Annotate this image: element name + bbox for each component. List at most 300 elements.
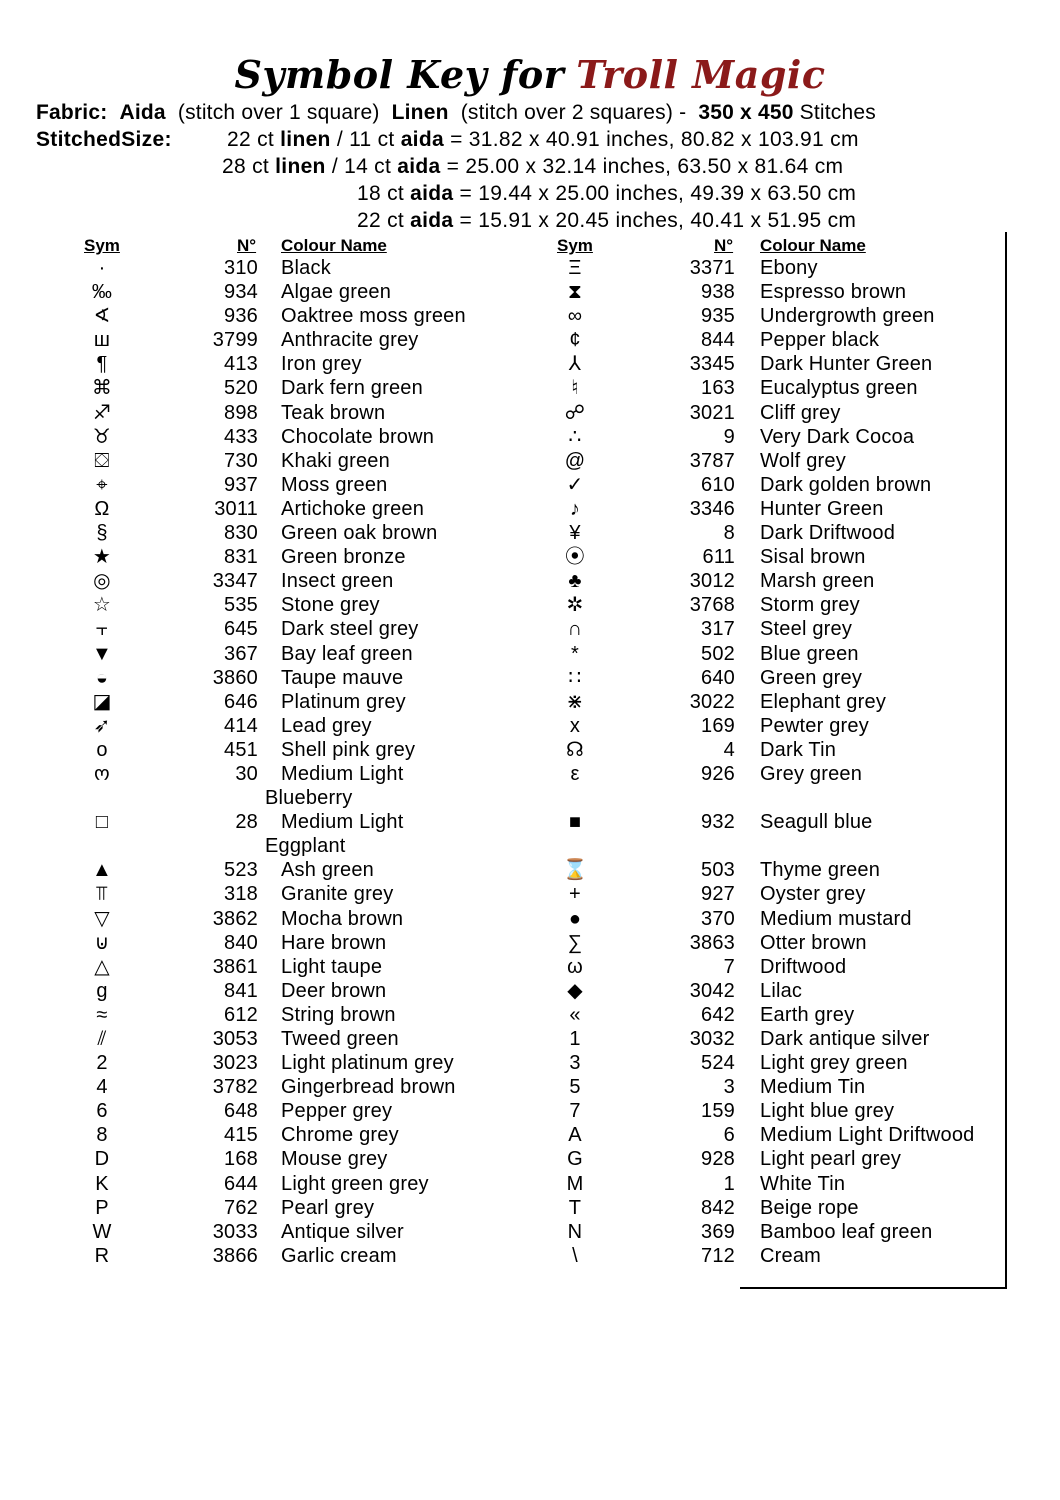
colour-name-text: Pearl grey: [281, 1196, 375, 1219]
floss-number: 936: [224, 305, 258, 328]
floss-number: 524: [701, 1052, 735, 1075]
symbol-icon: ●: [568, 907, 582, 930]
table-row: [0, 666, 1060, 690]
symbol-icon: ▽: [94, 907, 110, 930]
symbol-icon: ◎: [93, 570, 111, 593]
symbol-icon: ε: [570, 762, 580, 785]
colour-name: [281, 256, 491, 280]
colour-name: Dark golden brown: [760, 473, 932, 496]
colour-name: [281, 882, 491, 906]
colour-name-continued: Eggplant: [265, 835, 346, 858]
table-row: [0, 642, 1060, 666]
symbol-icon: ✲: [566, 594, 584, 617]
floss-number: 3011: [214, 497, 258, 520]
colour-name-text: Moss green: [281, 473, 388, 496]
colour-name: [281, 714, 491, 738]
floss-number: 3768: [689, 594, 735, 617]
symbol-icon: ⛋: [94, 449, 110, 472]
title-prefix: Symbol Key for: [234, 52, 565, 97]
header-name-left: Colour Name: [281, 236, 387, 255]
symbol-icon: R: [94, 1244, 110, 1267]
colour-name: Eucalyptus green: [760, 377, 918, 400]
table-row: [0, 304, 1060, 328]
symbol-icon: ≈: [96, 1003, 108, 1026]
floss-number: 610: [701, 473, 735, 496]
symbol-icon: P: [95, 1196, 109, 1219]
colour-name-text: Black: [281, 257, 331, 279]
floss-number: 6: [723, 1124, 735, 1147]
colour-name: Blue green: [760, 642, 859, 665]
table-row: [0, 1123, 1060, 1147]
floss-number: 3: [723, 1076, 735, 1099]
aida-note: (stitch over 1 square): [177, 101, 380, 124]
symbol-key-table: [0, 256, 1060, 1268]
colour-name-text: Tweed green: [281, 1028, 399, 1050]
colour-name: [281, 907, 491, 931]
symbol-icon: ◆: [567, 979, 583, 1002]
colour-name: [281, 738, 491, 762]
floss-number: 648: [224, 1100, 258, 1123]
colour-name: [265, 762, 491, 810]
colour-name: Bamboo leaf green: [760, 1220, 933, 1243]
symbol-icon: ∞: [567, 305, 583, 328]
colour-name: [281, 1099, 491, 1123]
colour-name: [281, 1196, 491, 1220]
colour-name: [281, 979, 491, 1003]
symbol-icon: □: [95, 811, 109, 834]
floss-number: 414: [224, 714, 258, 737]
floss-number: 898: [224, 401, 258, 424]
symbol-icon: ¥: [569, 522, 581, 545]
symbol-icon: g: [96, 979, 108, 1002]
colour-name-text: Light green grey: [281, 1172, 429, 1195]
colour-name: [281, 858, 491, 882]
colour-name-text: Stone grey: [281, 594, 380, 617]
symbol-icon: ‰: [91, 281, 113, 304]
colour-name: Wolf grey: [760, 449, 846, 472]
symbol-icon: 5: [569, 1076, 581, 1099]
symbol-icon: ◒: [95, 666, 109, 689]
table-row: [0, 762, 1060, 810]
colour-name: [281, 521, 491, 545]
floss-number: 3799: [212, 329, 258, 352]
stitches-word: Stitches: [799, 101, 876, 124]
right-border: [1005, 232, 1007, 1288]
symbol-icon: ■: [568, 811, 582, 834]
symbol-icon: «: [569, 1003, 581, 1026]
floss-number: 611: [702, 546, 735, 569]
colour-name-text: Antique silver: [281, 1220, 404, 1243]
floss-number: 3346: [689, 497, 735, 520]
table-row: [0, 256, 1060, 280]
size-line: 22 ct linen / 11 ct aida = 31.82 x 40.91 inches, 80.82 x 103.91 cm: [227, 128, 859, 151]
colour-name-text: Khaki green: [281, 449, 390, 472]
colour-name-text: String brown: [281, 1003, 396, 1026]
colour-name-text: Light platinum grey: [281, 1052, 454, 1075]
floss-number: 503: [701, 859, 735, 882]
floss-number: 831: [224, 546, 258, 569]
header-num-left: N°: [237, 236, 257, 255]
size-line: 28 ct linen / 14 ct aida = 25.00 x 32.14 inches, 63.50 x 81.64 cm: [222, 155, 844, 178]
floss-number: 645: [224, 618, 258, 641]
symbol-icon: ♮: [571, 377, 579, 400]
symbol-icon: ო: [94, 762, 110, 785]
table-row: [0, 376, 1060, 400]
colour-name: Otter brown: [760, 931, 867, 954]
floss-number: 642: [701, 1003, 735, 1026]
floss-number: 159: [701, 1100, 735, 1123]
colour-name: [281, 1003, 491, 1027]
floss-number: 830: [224, 522, 258, 545]
colour-name: Dark Tin: [760, 738, 837, 761]
colour-name: Light pearl grey: [760, 1148, 902, 1171]
floss-number: 938: [701, 281, 735, 304]
floss-number: 927: [701, 883, 735, 906]
table-row: [0, 1051, 1060, 1075]
colour-name-text: Dark steel grey: [281, 618, 419, 641]
symbol-icon: Ω: [94, 497, 110, 520]
table-row: [0, 979, 1060, 1003]
colour-name-text: Hare brown: [281, 931, 387, 954]
table-row: [0, 352, 1060, 376]
colour-name: [281, 449, 491, 473]
colour-name-text: Green oak brown: [281, 522, 438, 545]
colour-name-text: Garlic cream: [281, 1244, 397, 1267]
symbol-icon: △: [94, 955, 110, 978]
colour-name: [281, 352, 491, 376]
header-num-right: N°: [714, 236, 734, 255]
colour-name-text: Pepper grey: [281, 1100, 393, 1123]
colour-name-continued: Blueberry: [265, 786, 353, 809]
symbol-icon: ⧗: [567, 281, 583, 304]
symbol-icon: ⌖: [96, 473, 108, 496]
colour-name: Medium mustard: [760, 907, 912, 930]
symbol-icon: G: [567, 1148, 583, 1171]
colour-name: Very Dark Cocoa: [760, 425, 915, 448]
colour-name-text: Iron grey: [281, 353, 362, 376]
colour-name: [281, 931, 491, 955]
colour-name: [281, 425, 491, 449]
colour-name: [281, 1123, 491, 1147]
floss-number: 841: [224, 979, 258, 1002]
colour-name: Medium Light Driftwood: [760, 1124, 975, 1147]
floss-number: 4: [723, 738, 735, 761]
symbol-icon: ω: [567, 955, 583, 978]
symbol-icon: ▲: [92, 859, 112, 882]
symbol-icon: ⌘: [91, 377, 113, 400]
symbol-icon: N: [567, 1220, 583, 1243]
table-row: [0, 907, 1060, 931]
floss-number: 934: [224, 281, 258, 304]
floss-number: 30: [235, 762, 258, 785]
floss-number: 318: [224, 883, 258, 906]
symbol-icon: ⦿: [564, 546, 586, 569]
symbol-icon: ∴: [568, 425, 582, 448]
size-line: 18 ct aida = 19.44 x 25.00 inches, 49.39 x 63.50 cm: [357, 182, 857, 205]
table-row: [0, 1220, 1060, 1244]
linen-note: (stitch over 2 squares) -: [460, 101, 687, 124]
colour-name: [281, 328, 491, 352]
pattern-name: Troll Magic: [576, 52, 826, 97]
floss-number: 433: [224, 425, 258, 448]
colour-name-text: Dark fern green: [281, 377, 423, 400]
symbol-icon: ★: [92, 546, 112, 569]
colour-name: Undergrowth green: [760, 305, 935, 328]
symbol-icon: ∩: [567, 618, 583, 641]
floss-number: 730: [224, 449, 258, 472]
colour-name: Driftwood: [760, 955, 847, 978]
symbol-icon: ♣: [568, 570, 582, 593]
table-row: [0, 280, 1060, 304]
table-row: [0, 690, 1060, 714]
floss-number: 3371: [689, 257, 735, 279]
table-row: [0, 521, 1060, 545]
table-row: [0, 1244, 1060, 1268]
symbol-icon: ✓: [566, 473, 584, 496]
colour-name: [281, 642, 491, 666]
colour-name: Marsh green: [760, 570, 875, 593]
floss-number: 3782: [212, 1076, 258, 1099]
colour-name-text: Mocha brown: [281, 907, 404, 930]
floss-number: 1: [723, 1172, 735, 1195]
symbol-icon: Ξ: [568, 257, 582, 279]
symbol-icon: ш: [93, 329, 111, 352]
colour-name-text: Gingerbread brown: [281, 1076, 456, 1099]
colour-name: [281, 280, 491, 304]
colour-name-text: Light taupe: [281, 955, 383, 978]
symbol-icon: ∷: [568, 666, 582, 689]
symbol-icon: A: [568, 1124, 582, 1147]
table-row: [0, 1003, 1060, 1027]
symbol-icon: K: [95, 1172, 109, 1195]
colour-name-text: Medium Light: [281, 811, 404, 834]
table-row: [0, 882, 1060, 906]
table-row: [0, 473, 1060, 497]
colour-name: [281, 304, 491, 328]
fabric-line: [36, 101, 876, 125]
symbol-icon: ◪: [92, 690, 112, 713]
floss-number: 9: [723, 425, 735, 448]
floss-number: 712: [701, 1244, 735, 1267]
colour-name-text: Teak brown: [281, 401, 386, 424]
symbol-icon: W: [92, 1220, 112, 1243]
symbol-icon: x: [569, 714, 581, 737]
header-sym-left: Sym: [84, 236, 120, 255]
symbol-icon: ¶: [96, 353, 108, 376]
symbol-icon: ♉: [92, 425, 112, 448]
table-row: [0, 858, 1060, 882]
colour-name: [281, 376, 491, 400]
table-row: [0, 593, 1060, 617]
table-row: [0, 1027, 1060, 1051]
symbol-icon: *: [571, 642, 579, 665]
floss-number: 502: [701, 642, 735, 665]
symbol-icon: ⌛: [562, 859, 588, 882]
table-row: [0, 931, 1060, 955]
colour-name: [281, 1051, 491, 1075]
floss-number: 3860: [212, 666, 258, 689]
floss-number: 369: [701, 1220, 735, 1243]
header-name-right: Colour Name: [760, 236, 866, 255]
colour-name: Elephant grey: [760, 690, 887, 713]
symbol-icon: ♐: [92, 401, 112, 424]
table-row: [0, 1147, 1060, 1171]
colour-name: Light grey green: [760, 1052, 908, 1075]
floss-number: 3861: [212, 955, 258, 978]
floss-number: 3032: [689, 1028, 735, 1050]
colour-name: Dark Driftwood: [760, 522, 896, 545]
size-line: 22 ct aida = 15.91 x 20.45 inches, 40.41 x 51.95 cm: [357, 209, 857, 232]
floss-number: 310: [224, 257, 258, 279]
symbol-icon: ▼: [92, 642, 112, 665]
colour-name: Light blue grey: [760, 1100, 895, 1123]
floss-number: 762: [224, 1196, 258, 1219]
fabric-label: Fabric:: [36, 101, 108, 124]
symbol-icon: ⫪: [96, 883, 108, 906]
colour-name: [281, 593, 491, 617]
page-title: [0, 52, 1060, 97]
colour-name: Seagull blue: [760, 811, 873, 834]
symbol-icon: 2: [96, 1052, 108, 1075]
floss-number: 3033: [212, 1220, 258, 1243]
colour-name: Storm grey: [760, 594, 860, 617]
colour-name: [281, 1027, 491, 1051]
colour-name-text: Artichoke green: [281, 497, 425, 520]
symbol-icon: ·: [98, 257, 106, 279]
symbol-icon: M: [566, 1172, 584, 1195]
colour-name-text: Taupe mauve: [281, 666, 404, 689]
table-row: [0, 545, 1060, 569]
floss-number: 3012: [689, 570, 735, 593]
colour-name: Dark Hunter Green: [760, 353, 933, 376]
floss-number: 523: [224, 859, 258, 882]
colour-name-text: Insect green: [281, 570, 394, 593]
table-row: [0, 328, 1060, 352]
symbol-icon: ∑: [567, 931, 583, 954]
colour-name: Grey green: [760, 762, 863, 785]
symbol-icon: ⅄: [568, 353, 582, 376]
colour-name-text: Mouse grey: [281, 1148, 388, 1171]
floss-number: 3862: [212, 907, 258, 930]
colour-name: Thyme green: [760, 859, 881, 882]
floss-number: 7: [723, 955, 735, 978]
colour-name: [281, 617, 491, 641]
colour-name-text: Oaktree moss green: [281, 305, 466, 328]
colour-name-text: Platinum grey: [281, 690, 406, 713]
floss-number: 844: [701, 329, 735, 352]
symbol-icon: ☊: [566, 738, 584, 761]
colour-name: [281, 1147, 491, 1171]
colour-name-text: Granite grey: [281, 883, 394, 906]
symbol-icon: D: [94, 1148, 110, 1171]
fabric-linen: Linen: [391, 101, 449, 124]
colour-name-text: Green bronze: [281, 546, 406, 569]
colour-name: [281, 1220, 491, 1244]
table-row: [0, 1099, 1060, 1123]
colour-name: Pewter grey: [760, 714, 869, 737]
colour-name: [281, 473, 491, 497]
symbol-icon: ⫟: [95, 618, 109, 641]
colour-name: Steel grey: [760, 618, 853, 641]
floss-number: 3787: [689, 449, 735, 472]
floss-number: 8: [723, 522, 735, 545]
colour-name: Cream: [760, 1244, 822, 1267]
floss-number: 451: [224, 738, 258, 761]
colour-name-text: Anthracite grey: [281, 329, 419, 352]
stitch-count: 350 x 450: [698, 101, 794, 124]
floss-number: 367: [224, 642, 258, 665]
symbol-icon: 1: [569, 1028, 581, 1050]
colour-name: White Tin: [760, 1172, 846, 1195]
floss-number: 520: [224, 377, 258, 400]
colour-name: Medium Tin: [760, 1076, 866, 1099]
floss-number: 535: [224, 594, 258, 617]
colour-name: [281, 569, 491, 593]
table-row: [0, 617, 1060, 641]
colour-name: [281, 1075, 491, 1099]
symbol-icon: ☆: [92, 594, 112, 617]
floss-number: 3053: [212, 1028, 258, 1050]
colour-name: Dark antique silver: [760, 1028, 930, 1050]
colour-name: Earth grey: [760, 1003, 855, 1026]
floss-number: 3863: [689, 931, 735, 954]
symbol-icon: T: [568, 1196, 582, 1219]
floss-number: 640: [701, 666, 735, 689]
floss-number: 935: [701, 305, 735, 328]
colour-name: [281, 401, 491, 425]
table-row: [0, 425, 1060, 449]
symbol-icon: §: [96, 522, 108, 545]
colour-name: [281, 666, 491, 690]
table-row: [0, 569, 1060, 593]
symbol-icon: 7: [569, 1100, 581, 1123]
floss-number: 3022: [689, 690, 735, 713]
colour-name-text: Lead grey: [281, 714, 372, 737]
table-row: [0, 955, 1060, 979]
colour-name-text: Chocolate brown: [281, 425, 435, 448]
bottom-border: [740, 1287, 1007, 1289]
floss-number: 926: [701, 762, 735, 785]
table-row: [0, 401, 1060, 425]
colour-name: Pepper black: [760, 329, 880, 352]
symbol-icon: o: [96, 738, 108, 761]
table-row: [0, 1196, 1060, 1220]
symbol-icon: ♪: [569, 497, 581, 520]
floss-number: 644: [224, 1172, 258, 1195]
header-sym-right: Sym: [557, 236, 593, 255]
floss-number: 932: [701, 811, 735, 834]
symbol-icon: @: [564, 449, 586, 472]
symbol-icon: \: [572, 1244, 578, 1267]
symbol-icon: +: [569, 883, 581, 906]
table-row: [0, 497, 1060, 521]
colour-name-text: Bay leaf green: [281, 642, 413, 665]
colour-name: Espresso brown: [760, 281, 907, 304]
colour-name: Lilac: [760, 979, 803, 1002]
floss-number: 28: [235, 811, 258, 834]
floss-number: 612: [224, 1003, 258, 1026]
symbol-icon: ⫽: [97, 1028, 107, 1050]
colour-name: [281, 545, 491, 569]
symbol-icon: 8: [96, 1124, 108, 1147]
colour-name: Cliff grey: [760, 401, 841, 424]
symbol-icon: ☍: [564, 401, 586, 424]
table-row: [0, 738, 1060, 762]
table-row: [0, 810, 1060, 858]
fabric-aida: Aida: [119, 101, 166, 124]
floss-number: 928: [701, 1148, 735, 1171]
colour-name-text: Algae green: [281, 281, 392, 304]
